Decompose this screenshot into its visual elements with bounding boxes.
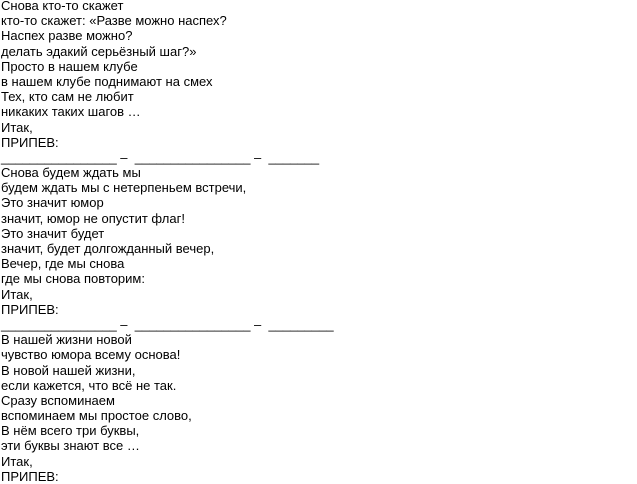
text-line: Сразу вспоминаем [1,392,115,408]
blank-fill-line: ________________ – ________________ – _________ [1,316,334,332]
text-line: Итак, [1,286,33,302]
text-line: В новой нашей жизни, [1,362,136,378]
text-line: Итак, [1,453,33,469]
blank-fill-line: ________________ – ________________ – _______ [1,149,320,165]
text-line: никаких таких шагов … [1,104,141,120]
lyrics-text [1,0,334,484]
text-line: В нашей жизни новой [1,332,132,348]
text-line: значит, юмор не опустит флаг! [1,210,185,226]
text-line: эти буквы знают все … [1,438,140,454]
text-line: Вечер, где мы снова [1,256,125,272]
text-line: Наспех разве можно? [1,28,133,44]
text-line: кто-то скажет: «Разве можно наспех? [1,13,227,29]
text-line: В нём всего три буквы, [1,423,140,439]
text-line: Это значит будет [1,225,105,241]
text-line: Это значит юмор [1,195,104,211]
text-line: Снова кто-то скажет [1,0,124,13]
text-line: Просто в нашем клубе [1,58,138,74]
chorus-heading: ПРИПЕВ: [1,134,59,150]
chorus-heading: ПРИПЕВ: [1,301,59,317]
text-line: где мы снова повторим: [1,271,145,287]
text-line: значит, будет долгожданный вечер, [1,241,215,256]
text-line: Итак, [1,119,33,135]
text-line: Снова будем ждать мы [1,165,141,181]
text-line: если кажется, что всё не так. [1,377,177,393]
text-line: будем ждать мы с нетерпеньем встречи, [1,180,247,196]
chorus-heading: ПРИПЕВ: [1,468,59,484]
text-line: в нашем клубе поднимают на смех [1,73,213,89]
text-line: делать эдакий серьёзный шаг?» [1,43,197,59]
text-line: вспоминаем мы простое слово, [1,408,192,424]
text-line: чувство юмора всему основа! [1,347,181,363]
text-line: Тех, кто сам не любит [1,89,134,105]
